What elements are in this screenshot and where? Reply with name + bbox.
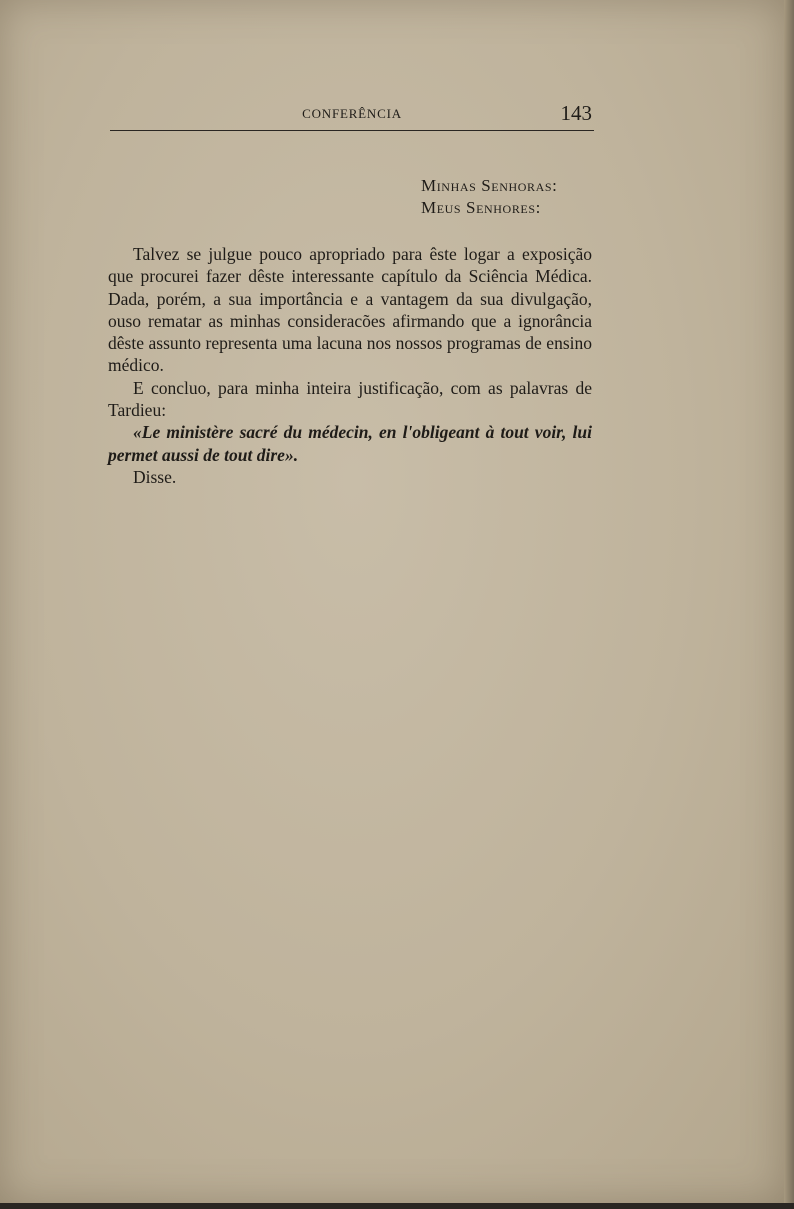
running-title: CONFERÊNCIA (302, 106, 402, 121)
page-number: 143 (560, 101, 592, 125)
running-head (110, 100, 594, 131)
paragraph-1: Talvez se julgue pouco apropriado para êste logar a exposição que procurei fazer dêste interessante capítulo da Sciência Médica. Dada, porém, a sua importância e a vantagem da sua divulgação, ouso rematar as minhas consideracões afirmando que a ignorância dêste assunto representa uma lacuna nos nossos programas de ensino médico. (108, 244, 592, 376)
salutation-line-2: Meus Senhores: (421, 198, 541, 217)
salutation (421, 175, 557, 219)
signature: Disse. (133, 466, 177, 487)
salutation-line-1: Minhas Senhoras: (421, 176, 558, 195)
paragraph-2: E concluo, para minha inteira justificação, com as palavras de Tardieu: (108, 377, 592, 421)
body-text (108, 243, 592, 488)
page-edge (784, 0, 794, 1203)
quotation: «Le ministère sacré du médecin, en l'obligeant à tout voir, lui permet aussi de tout dire». (108, 422, 592, 465)
